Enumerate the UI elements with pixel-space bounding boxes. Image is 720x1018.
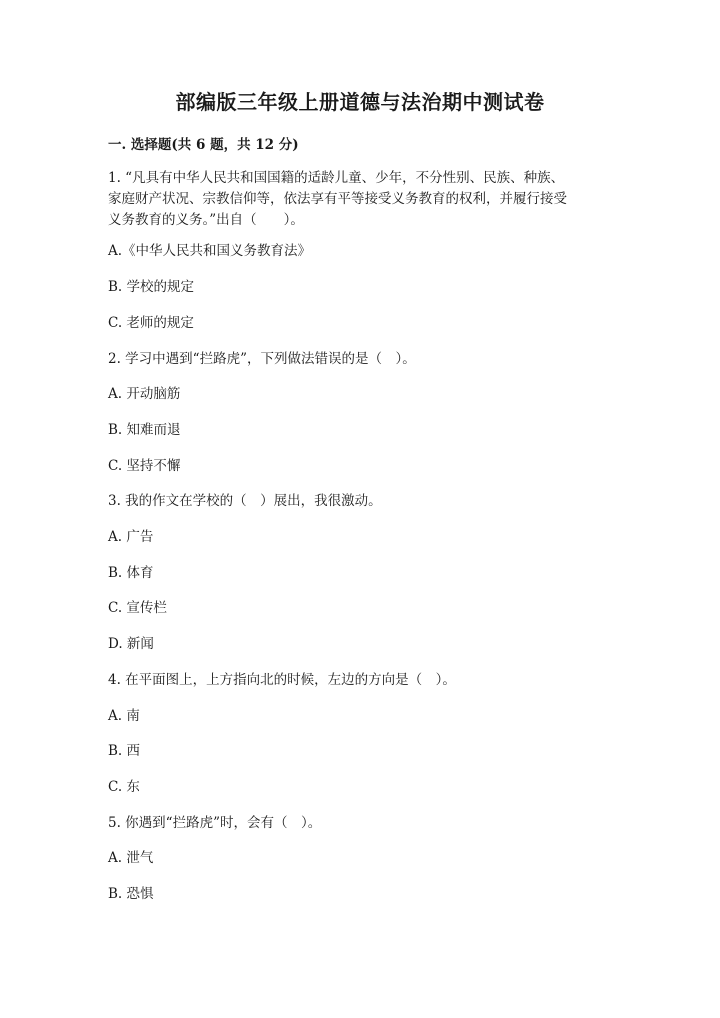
question-5-option-a: A. 泄气 [108, 850, 154, 866]
question-5-stem: 5. 你遇到“拦路虎”时，会有（ ）。 [108, 815, 322, 831]
question-4-option-b: B. 西 [108, 743, 141, 759]
question-3-option-a: A. 广告 [108, 529, 154, 545]
exam-title: 部编版三年级上册道德与法治期中测试卷 [175, 90, 545, 114]
question-5-option-b: B. 恐惧 [108, 886, 154, 902]
question-4-option-a: A. 南 [108, 708, 140, 724]
question-3-stem: 3. 我的作文在学校的（ ）展出，我很激动。 [108, 493, 382, 509]
question-3-option-c: C. 宣传栏 [108, 600, 167, 616]
question-1-option-a: A.《中华人民共和国义务教育法》 [108, 243, 312, 259]
question-1-stem-line-3: 义务教育的义务。”出自（ ）。 [108, 212, 304, 228]
question-3-option-d: D. 新闻 [108, 636, 154, 652]
question-1-stem-line-2: 家庭财产状况、宗教信仰等，依法享有平等接受义务教育的权利，并履行接受 [108, 191, 567, 207]
question-2-option-b: B. 知难而退 [108, 422, 181, 438]
question-2-option-a: A. 开动脑筋 [108, 386, 181, 402]
question-3-option-b: B. 体育 [108, 565, 154, 581]
question-2-stem: 2. 学习中遇到“拦路虎”，下列做法错误的是（ ）。 [108, 351, 416, 367]
section-heading: 一. 选择题(共 6 题，共 12 分) [108, 137, 299, 153]
question-2-option-c: C. 坚持不懈 [108, 458, 181, 474]
question-4-stem: 4. 在平面图上，上方指向北的时候，左边的方向是（ ）。 [108, 672, 456, 688]
question-4-option-c: C. 东 [108, 779, 140, 795]
question-1-option-b: B. 学校的规定 [108, 279, 195, 295]
question-1-stem-line-1: 1. “凡具有中华人民共和国国籍的适龄儿童、少年，不分性别、民族、种族、 [108, 170, 565, 186]
question-1-option-c: C. 老师的规定 [108, 315, 194, 331]
